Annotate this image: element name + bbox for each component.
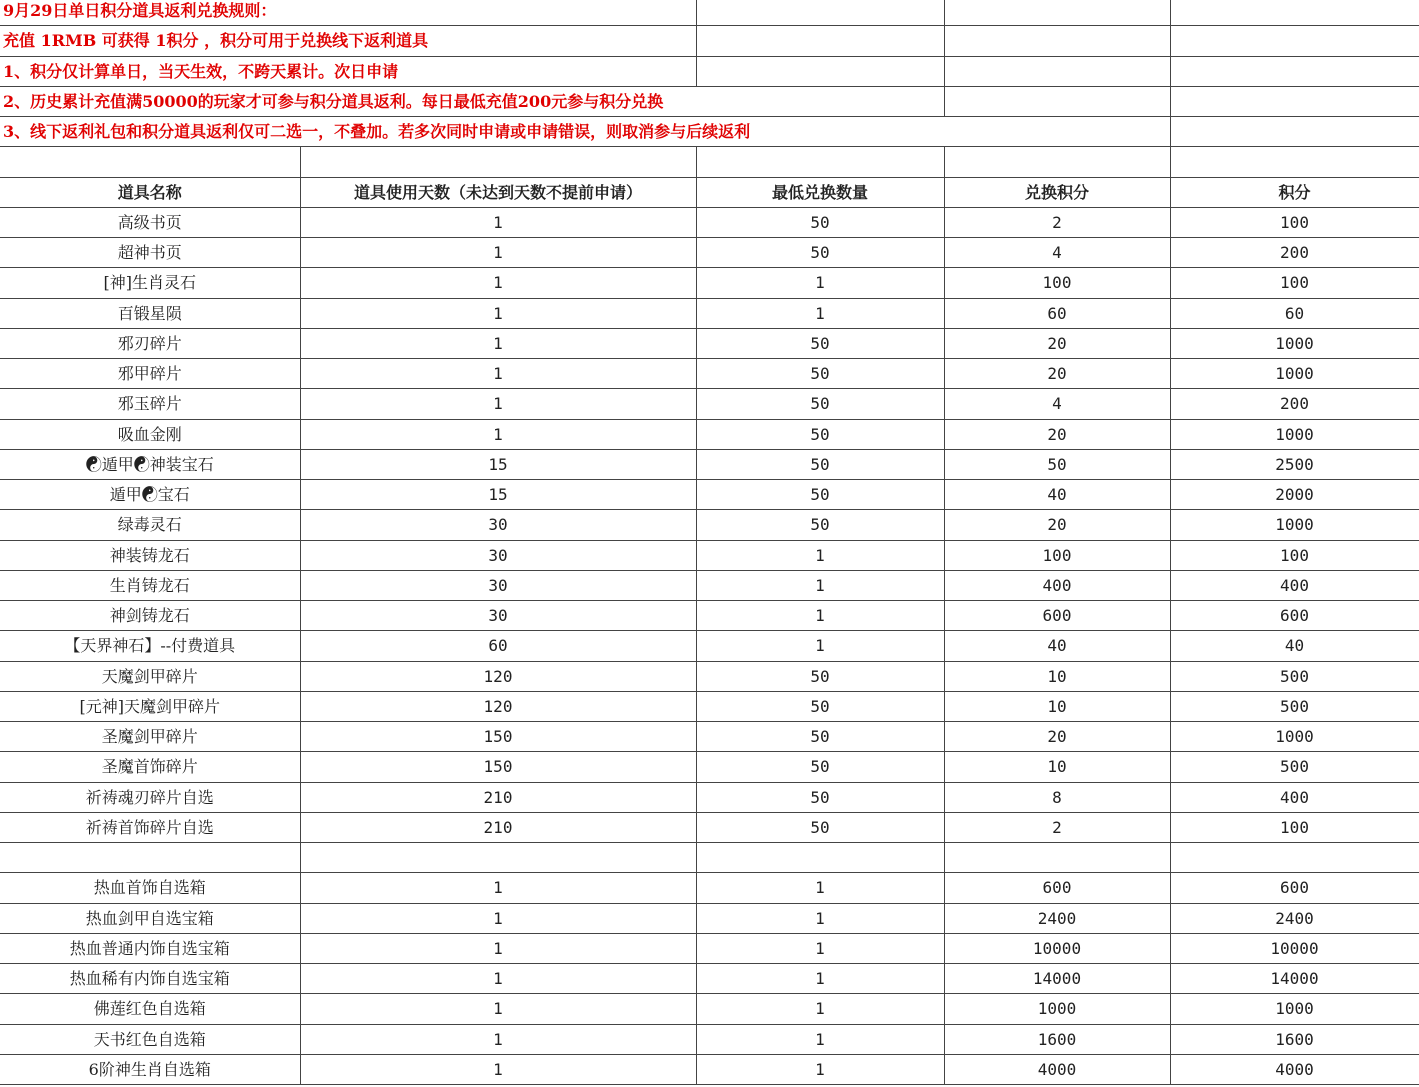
- table-row[interactable]: [0, 238, 1419, 268]
- item-name-cell[interactable]: 遁甲☯宝石: [0, 480, 300, 510]
- usage-days-cell[interactable]: 1: [300, 328, 696, 358]
- exchange-points-cell[interactable]: 1600: [944, 1024, 1170, 1054]
- cell[interactable]: [1170, 147, 1419, 177]
- rule-row[interactable]: [0, 86, 1419, 116]
- min-quantity-cell[interactable]: 50: [696, 389, 944, 419]
- table-row[interactable]: [0, 268, 1419, 298]
- table-row[interactable]: [0, 570, 1419, 600]
- cell[interactable]: [300, 843, 696, 873]
- cell[interactable]: [944, 56, 1170, 86]
- usage-days-cell[interactable]: 15: [300, 449, 696, 479]
- exchange-points-cell[interactable]: 20: [944, 359, 1170, 389]
- table-row[interactable]: [0, 812, 1419, 842]
- item-name-cell[interactable]: 热血首饰自选箱: [0, 873, 300, 903]
- min-quantity-cell[interactable]: 1: [696, 1024, 944, 1054]
- exchange-points-cell[interactable]: 10: [944, 752, 1170, 782]
- min-quantity-cell[interactable]: 50: [696, 359, 944, 389]
- min-quantity-cell[interactable]: 1: [696, 903, 944, 933]
- cell[interactable]: [300, 147, 696, 177]
- cell[interactable]: [696, 26, 944, 56]
- table-row[interactable]: [0, 873, 1419, 903]
- item-name-cell[interactable]: 绿毒灵石: [0, 510, 300, 540]
- item-name-cell[interactable]: 圣魔剑甲碎片: [0, 722, 300, 752]
- cell[interactable]: [1170, 56, 1419, 86]
- table-row[interactable]: [0, 631, 1419, 661]
- usage-days-cell[interactable]: 210: [300, 812, 696, 842]
- usage-days-cell[interactable]: 1: [300, 238, 696, 268]
- item-name-cell[interactable]: 天魔剑甲碎片: [0, 661, 300, 691]
- usage-days-cell[interactable]: 30: [300, 510, 696, 540]
- item-name-cell[interactable]: 热血普通内饰自选宝箱: [0, 933, 300, 963]
- usage-days-cell[interactable]: 1: [300, 933, 696, 963]
- table-row[interactable]: [0, 691, 1419, 721]
- item-name-cell[interactable]: 天书红色自选箱: [0, 1024, 300, 1054]
- points-cell[interactable]: 1000: [1170, 419, 1419, 449]
- rule-row[interactable]: [0, 26, 1419, 56]
- points-cell[interactable]: 500: [1170, 752, 1419, 782]
- exchange-points-cell[interactable]: 40: [944, 480, 1170, 510]
- cell[interactable]: [696, 843, 944, 873]
- exchange-points-cell[interactable]: 4: [944, 238, 1170, 268]
- points-cell[interactable]: 2400: [1170, 903, 1419, 933]
- cell[interactable]: [944, 0, 1170, 26]
- rule-row[interactable]: [0, 117, 1419, 147]
- cell[interactable]: [944, 147, 1170, 177]
- points-cell[interactable]: 400: [1170, 782, 1419, 812]
- exchange-points-cell[interactable]: 20: [944, 510, 1170, 540]
- min-quantity-cell[interactable]: 1: [696, 873, 944, 903]
- rule-cell[interactable]: 充值 1RMB 可获得 1积分 ，积分可用于兑换线下返利道具: [0, 26, 696, 56]
- points-cell[interactable]: 100: [1170, 268, 1419, 298]
- item-name-cell[interactable]: 高级书页: [0, 207, 300, 237]
- rule-cell[interactable]: 3、线下返利礼包和积分道具返利仅可二选一，不叠加。若多次同时申请或申请错误，则取消参与后续返利: [0, 117, 1170, 147]
- usage-days-cell[interactable]: 1: [300, 389, 696, 419]
- usage-days-cell[interactable]: 1: [300, 994, 696, 1024]
- table-row[interactable]: [0, 1054, 1419, 1084]
- usage-days-cell[interactable]: 30: [300, 570, 696, 600]
- min-quantity-cell[interactable]: 1: [696, 601, 944, 631]
- table-row[interactable]: [0, 752, 1419, 782]
- exchange-points-cell[interactable]: 600: [944, 601, 1170, 631]
- usage-days-cell[interactable]: 1: [300, 298, 696, 328]
- item-name-cell[interactable]: 热血稀有内饰自选宝箱: [0, 964, 300, 994]
- usage-days-cell[interactable]: 1: [300, 964, 696, 994]
- points-cell[interactable]: 200: [1170, 389, 1419, 419]
- exchange-points-cell[interactable]: 10: [944, 661, 1170, 691]
- min-quantity-cell[interactable]: 50: [696, 691, 944, 721]
- min-quantity-cell[interactable]: 50: [696, 419, 944, 449]
- cell[interactable]: [696, 0, 944, 26]
- cell[interactable]: [944, 86, 1170, 116]
- item-name-cell[interactable]: 圣魔首饰碎片: [0, 752, 300, 782]
- item-name-cell[interactable]: ☯遁甲☯神装宝石: [0, 449, 300, 479]
- table-row[interactable]: [0, 601, 1419, 631]
- item-name-cell[interactable]: 6阶神生肖自选箱: [0, 1054, 300, 1084]
- header-exchange-points[interactable]: 兑换积分: [944, 177, 1170, 207]
- exchange-points-cell[interactable]: 2: [944, 812, 1170, 842]
- blank-row[interactable]: [0, 147, 1419, 177]
- usage-days-cell[interactable]: 1: [300, 903, 696, 933]
- points-cell[interactable]: 1000: [1170, 722, 1419, 752]
- points-cell[interactable]: 200: [1170, 238, 1419, 268]
- table-row[interactable]: [0, 903, 1419, 933]
- table-row[interactable]: [0, 661, 1419, 691]
- min-quantity-cell[interactable]: 1: [696, 964, 944, 994]
- usage-days-cell[interactable]: 120: [300, 691, 696, 721]
- usage-days-cell[interactable]: 60: [300, 631, 696, 661]
- usage-days-cell[interactable]: 1: [300, 207, 696, 237]
- exchange-points-cell[interactable]: 100: [944, 540, 1170, 570]
- exchange-points-cell[interactable]: 100: [944, 268, 1170, 298]
- exchange-points-cell[interactable]: 400: [944, 570, 1170, 600]
- table-row[interactable]: [0, 298, 1419, 328]
- exchange-points-cell[interactable]: 2400: [944, 903, 1170, 933]
- points-cell[interactable]: 100: [1170, 812, 1419, 842]
- table-row[interactable]: [0, 933, 1419, 963]
- exchange-points-cell[interactable]: 8: [944, 782, 1170, 812]
- min-quantity-cell[interactable]: 50: [696, 812, 944, 842]
- usage-days-cell[interactable]: 150: [300, 722, 696, 752]
- item-name-cell[interactable]: 邪玉碎片: [0, 389, 300, 419]
- table-row[interactable]: [0, 964, 1419, 994]
- points-cell[interactable]: 60: [1170, 298, 1419, 328]
- item-name-cell[interactable]: 邪甲碎片: [0, 359, 300, 389]
- points-cell[interactable]: 100: [1170, 207, 1419, 237]
- exchange-points-cell[interactable]: 14000: [944, 964, 1170, 994]
- cell[interactable]: [944, 26, 1170, 56]
- points-cell[interactable]: 1000: [1170, 994, 1419, 1024]
- min-quantity-cell[interactable]: 50: [696, 722, 944, 752]
- exchange-points-cell[interactable]: 20: [944, 722, 1170, 752]
- cell[interactable]: [1170, 843, 1419, 873]
- min-quantity-cell[interactable]: 1: [696, 631, 944, 661]
- exchange-points-cell[interactable]: 10000: [944, 933, 1170, 963]
- table-row[interactable]: [0, 540, 1419, 570]
- item-name-cell[interactable]: 祈祷首饰碎片自选: [0, 812, 300, 842]
- points-cell[interactable]: 1600: [1170, 1024, 1419, 1054]
- table-row[interactable]: [0, 480, 1419, 510]
- min-quantity-cell[interactable]: 50: [696, 510, 944, 540]
- usage-days-cell[interactable]: 1: [300, 1024, 696, 1054]
- usage-days-cell[interactable]: 1: [300, 1054, 696, 1084]
- points-cell[interactable]: 10000: [1170, 933, 1419, 963]
- cell[interactable]: [696, 147, 944, 177]
- table-row[interactable]: [0, 1024, 1419, 1054]
- item-name-cell[interactable]: 【天界神石】--付费道具: [0, 631, 300, 661]
- min-quantity-cell[interactable]: 1: [696, 268, 944, 298]
- cell[interactable]: [1170, 117, 1419, 147]
- table-row[interactable]: [0, 328, 1419, 358]
- points-cell[interactable]: 14000: [1170, 964, 1419, 994]
- usage-days-cell[interactable]: 1: [300, 359, 696, 389]
- points-cell[interactable]: 1000: [1170, 328, 1419, 358]
- header-item-name[interactable]: 道具名称: [0, 177, 300, 207]
- table-row[interactable]: [0, 419, 1419, 449]
- header-row[interactable]: [0, 177, 1419, 207]
- points-cell[interactable]: 600: [1170, 873, 1419, 903]
- table-row[interactable]: [0, 207, 1419, 237]
- points-cell[interactable]: 2500: [1170, 449, 1419, 479]
- min-quantity-cell[interactable]: 50: [696, 207, 944, 237]
- points-cell[interactable]: 100: [1170, 540, 1419, 570]
- item-name-cell[interactable]: 邪刃碎片: [0, 328, 300, 358]
- usage-days-cell[interactable]: 1: [300, 268, 696, 298]
- header-min-quantity[interactable]: 最低兑换数量: [696, 177, 944, 207]
- exchange-points-cell[interactable]: 1000: [944, 994, 1170, 1024]
- usage-days-cell[interactable]: 150: [300, 752, 696, 782]
- points-cell[interactable]: 4000: [1170, 1054, 1419, 1084]
- exchange-points-cell[interactable]: 10: [944, 691, 1170, 721]
- rule-cell[interactable]: 9月29日单日积分道具返利兑换规则：: [0, 0, 696, 26]
- usage-days-cell[interactable]: 30: [300, 540, 696, 570]
- min-quantity-cell[interactable]: 50: [696, 661, 944, 691]
- points-cell[interactable]: 600: [1170, 601, 1419, 631]
- table-row[interactable]: [0, 722, 1419, 752]
- min-quantity-cell[interactable]: 1: [696, 540, 944, 570]
- min-quantity-cell[interactable]: 1: [696, 1054, 944, 1084]
- exchange-points-cell[interactable]: 20: [944, 419, 1170, 449]
- item-name-cell[interactable]: 祈祷魂刃碎片自选: [0, 782, 300, 812]
- usage-days-cell[interactable]: 210: [300, 782, 696, 812]
- points-cell[interactable]: 1000: [1170, 510, 1419, 540]
- item-name-cell[interactable]: 佛莲红色自选箱: [0, 994, 300, 1024]
- item-name-cell[interactable]: 热血剑甲自选宝箱: [0, 903, 300, 933]
- table-row[interactable]: [0, 389, 1419, 419]
- cell[interactable]: [0, 843, 300, 873]
- min-quantity-cell[interactable]: 1: [696, 298, 944, 328]
- item-name-cell[interactable]: 超神书页: [0, 238, 300, 268]
- item-name-cell[interactable]: 吸血金刚: [0, 419, 300, 449]
- points-cell[interactable]: 1000: [1170, 359, 1419, 389]
- rule-cell[interactable]: 1、积分仅计算单日，当天生效，不跨天累计。次日申请: [0, 56, 696, 86]
- item-name-cell[interactable]: 百锻星陨: [0, 298, 300, 328]
- exchange-points-cell[interactable]: 4: [944, 389, 1170, 419]
- min-quantity-cell[interactable]: 50: [696, 328, 944, 358]
- exchange-points-cell[interactable]: 50: [944, 449, 1170, 479]
- usage-days-cell[interactable]: 15: [300, 480, 696, 510]
- cell[interactable]: [1170, 86, 1419, 116]
- table-row[interactable]: [0, 782, 1419, 812]
- exchange-points-cell[interactable]: 40: [944, 631, 1170, 661]
- exchange-points-cell[interactable]: 2: [944, 207, 1170, 237]
- min-quantity-cell[interactable]: 1: [696, 570, 944, 600]
- points-cell[interactable]: 500: [1170, 661, 1419, 691]
- usage-days-cell[interactable]: 1: [300, 419, 696, 449]
- exchange-points-cell[interactable]: 60: [944, 298, 1170, 328]
- header-points[interactable]: 积分: [1170, 177, 1419, 207]
- cell[interactable]: [944, 843, 1170, 873]
- table-row[interactable]: [0, 449, 1419, 479]
- min-quantity-cell[interactable]: 50: [696, 449, 944, 479]
- cell[interactable]: [0, 147, 300, 177]
- min-quantity-cell[interactable]: 50: [696, 752, 944, 782]
- points-cell[interactable]: 500: [1170, 691, 1419, 721]
- min-quantity-cell[interactable]: 50: [696, 238, 944, 268]
- exchange-points-cell[interactable]: 600: [944, 873, 1170, 903]
- table-row[interactable]: [0, 510, 1419, 540]
- min-quantity-cell[interactable]: 50: [696, 782, 944, 812]
- cell[interactable]: [1170, 0, 1419, 26]
- rule-row[interactable]: [0, 0, 1419, 26]
- exchange-points-cell[interactable]: 4000: [944, 1054, 1170, 1084]
- min-quantity-cell[interactable]: 1: [696, 933, 944, 963]
- header-usage-days[interactable]: 道具使用天数（未达到天数不提前申请）: [300, 177, 696, 207]
- item-name-cell[interactable]: 神装铸龙石: [0, 540, 300, 570]
- min-quantity-cell[interactable]: 1: [696, 994, 944, 1024]
- min-quantity-cell[interactable]: 50: [696, 480, 944, 510]
- blank-row[interactable]: [0, 843, 1419, 873]
- item-name-cell[interactable]: 生肖铸龙石: [0, 570, 300, 600]
- points-cell[interactable]: 400: [1170, 570, 1419, 600]
- item-name-cell[interactable]: [元神]天魔剑甲碎片: [0, 691, 300, 721]
- usage-days-cell[interactable]: 120: [300, 661, 696, 691]
- item-name-cell[interactable]: 神剑铸龙石: [0, 601, 300, 631]
- cell[interactable]: [1170, 26, 1419, 56]
- usage-days-cell[interactable]: 30: [300, 601, 696, 631]
- cell[interactable]: [696, 56, 944, 86]
- item-name-cell[interactable]: [神]生肖灵石: [0, 268, 300, 298]
- rule-cell[interactable]: 2、历史累计充值满50000的玩家才可参与积分道具返利。每日最低充值200元参与积分兑换: [0, 86, 944, 116]
- rule-row[interactable]: [0, 56, 1419, 86]
- points-cell[interactable]: 2000: [1170, 480, 1419, 510]
- usage-days-cell[interactable]: 1: [300, 873, 696, 903]
- exchange-points-cell[interactable]: 20: [944, 328, 1170, 358]
- table-row[interactable]: [0, 994, 1419, 1024]
- points-cell[interactable]: 40: [1170, 631, 1419, 661]
- table-row[interactable]: [0, 359, 1419, 389]
